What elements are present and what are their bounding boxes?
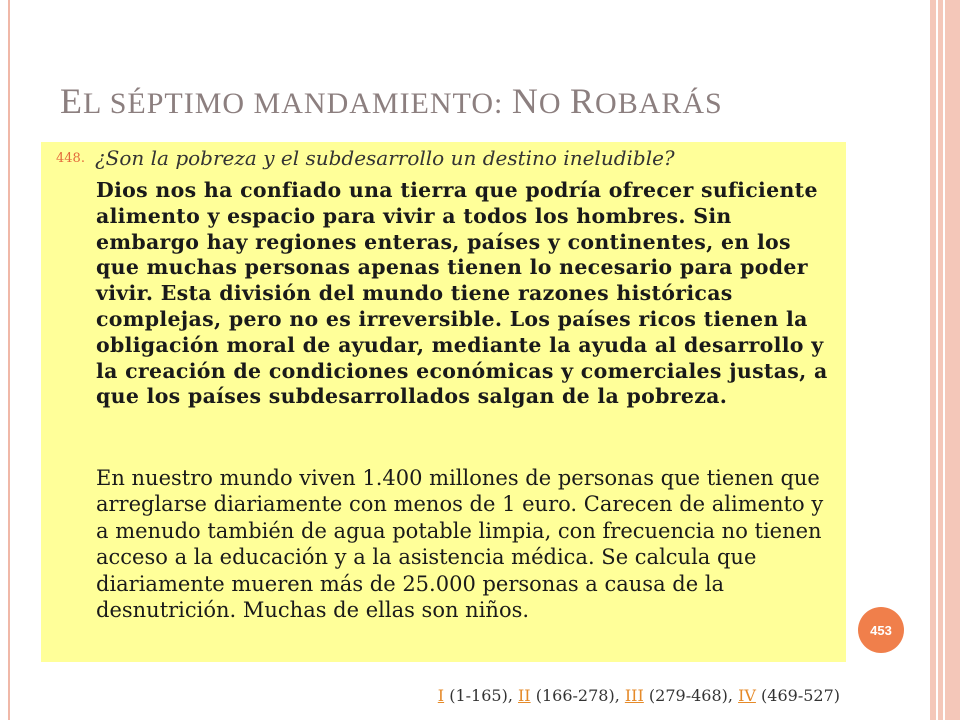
answer-bold-paragraph: Dios nos ha confiado una tierra que podría ofrecer suficiente alimento y espacio para vivir a todos los hombres. Sin embargo hay regiones enteras, países y continentes, en los que muchas personas apenas tienen lo necesario para poder vivir. Esta división del mundo tiene razones históricas complejas, pero no es irreversible. Los países ricos tienen la obligación moral de ayudar, mediante la ayuda al desarrollo y la creación de condiciones económicas y comerciales justas, a que los países subdesarrollados salgan de la pobreza. [96,178,828,409]
question-number: 448. [56,151,85,166]
title-initial: E [60,81,83,121]
frame-stripe [936,0,938,720]
nav-range: (166-278) [535,686,615,705]
title-text: OBARÁS [595,87,723,120]
left-frame-line [8,0,10,720]
nav-range: (1-165) [449,686,508,705]
title-text: O [538,87,571,120]
nav-range: (279-468) [648,686,728,705]
footer-navigation: I (1-165), II (166-278), III (279-468), IV (469-527) [437,686,840,705]
frame-stripe [943,0,945,720]
title-initial: R [570,81,596,121]
nav-link-part-1[interactable]: I [437,686,445,705]
nav-link-part-4[interactable]: IV [738,686,756,705]
right-frame-border [930,0,960,720]
nav-link-part-3[interactable]: III [624,686,644,705]
nav-link-part-2[interactable]: II [517,686,531,705]
page-number-badge: 453 [858,607,904,653]
question-text: ¿Son la pobreza y el subdesarrollo un destino ineludible? [94,146,675,170]
nav-range: (469-527) [761,686,840,705]
slide-title [60,80,723,122]
content-box [41,142,846,662]
question-line [56,146,836,170]
answer-normal-paragraph: En nuestro mundo viven 1.400 millones de personas que tienen que arreglarse diariamente con menos de 1 euro. Carecen de alimento y a menudo también de agua potable limpia, con frecuencia no tienen acceso a la educación y a la asistencia médica. Se calcula que diariamente mueren más de 25.000 personas a causa de la desnutrición. Muchas de ellas son niños. [96,466,824,623]
title-text: L SÉPTIMO MANDAMIENTO [83,87,494,120]
title-initial: N [511,81,539,121]
title-separator: : [494,87,512,120]
